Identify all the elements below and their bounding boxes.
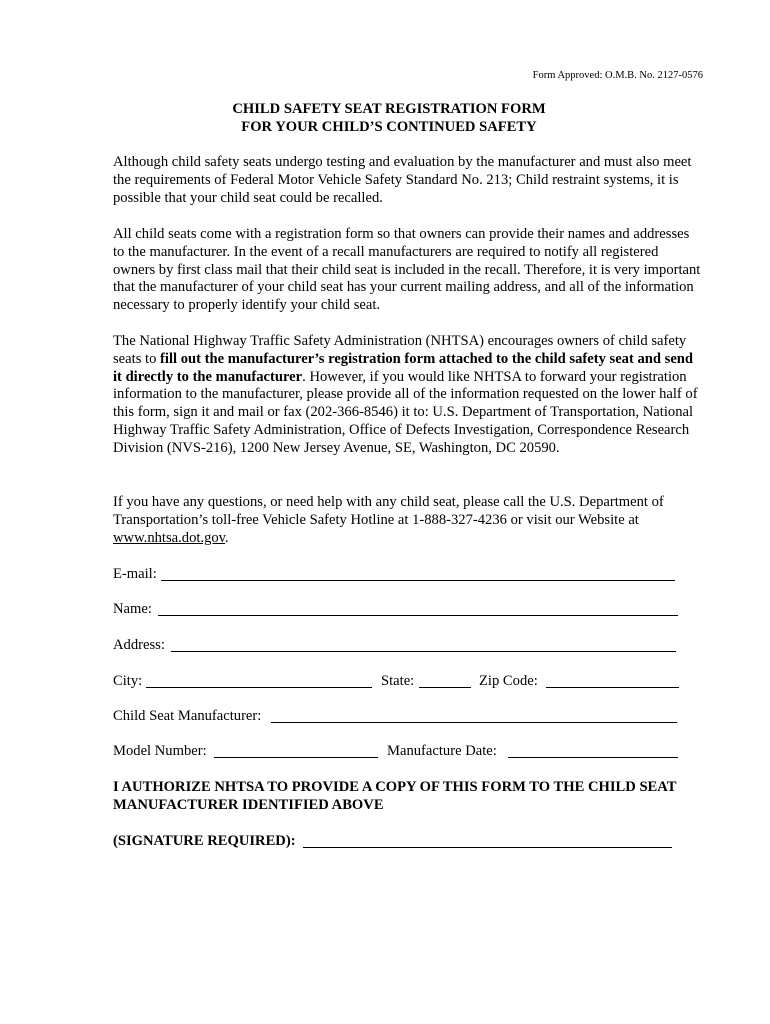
- signature-label: (SIGNATURE REQUIRED):: [113, 833, 296, 849]
- model-number-field[interactable]: [214, 757, 378, 758]
- nhtsa-paragraph-end: . However, if you would like NHTSA to forward your registration information to the manufacturer, please provide all of the information requested on the lower half of this form, sign it and mail or fax (202-366-8546) it to: U.S. Department of Transportation, National Highway Traffic Safety Administration, Office of Defects Investigation, Correspondence Research Division (NVS-216), 1200 New Jersey Avenue, SE, Washington, DC 20590.: [113, 368, 698, 456]
- email-row: [113, 566, 683, 586]
- manufacturer-field[interactable]: [271, 722, 677, 723]
- manufacture-date-label: Manufacture Date:: [387, 743, 497, 759]
- email-label: E-mail:: [113, 566, 157, 582]
- contact-paragraph-end: .: [225, 529, 229, 546]
- omb-approval: Form Approved: O.M.B. No. 2127-0576: [532, 70, 703, 81]
- registration-paragraph: All child seats come with a registration form so that owners can provide their names and addresses to the manufacturer. In the event of a recall manufacturers are required to notify all registered owners by first class mail that their child seat is included in the recall. Therefore, it is very important that the manufacturer of your child seat has your current mailing address, and all of the information necessary to properly identify your child seat.: [113, 226, 701, 314]
- zip-label: Zip Code:: [479, 673, 538, 689]
- form-title: [113, 100, 665, 136]
- city-label: City:: [113, 673, 143, 689]
- city-state-zip-row: [113, 673, 683, 693]
- name-row: [113, 601, 683, 621]
- nhtsa-website-link[interactable]: www.nhtsa.dot.gov: [113, 529, 226, 546]
- name-label: Name:: [113, 601, 152, 617]
- manufacturer-label: Child Seat Manufacturer:: [113, 708, 262, 724]
- manufacturer-row: [113, 708, 683, 728]
- form-title-line1: CHILD SAFETY SEAT REGISTRATION FORM: [232, 101, 546, 117]
- address-label: Address:: [113, 637, 165, 653]
- nhtsa-paragraph-start: The National Highway Traffic Safety Administration (NHTSA) encourages owners of child safety seats to: [113, 333, 687, 367]
- signature-field[interactable]: [303, 847, 672, 848]
- state-label: State:: [381, 673, 415, 689]
- contact-paragraph-start: If you have any questions, or need help with any child seat, please call the U.S. Department of Transportation’s toll-free Vehicle Safety Hotline at 1-888-327-4236 or visit our Website at: [113, 494, 664, 528]
- state-field[interactable]: [419, 687, 471, 688]
- zip-field[interactable]: [546, 687, 679, 688]
- name-field[interactable]: [158, 615, 678, 616]
- intro-paragraph: Although child safety seats undergo testing and evaluation by the manufacturer and must also meet the requirements of Federal Motor Vehicle Safety Standard No. 213; Child restraint systems, it is possible that your child seat could be recalled.: [113, 154, 692, 206]
- contact-paragraph: [113, 494, 703, 547]
- address-field[interactable]: [171, 651, 676, 652]
- city-field[interactable]: [146, 687, 372, 688]
- manufacture-date-field[interactable]: [508, 757, 678, 758]
- nhtsa-paragraph: [113, 333, 703, 458]
- nhtsa-paragraph-bold: fill out the manufacturer’s registration form attached to the child safety seat and send it directly to the manufacturer: [113, 350, 694, 385]
- model-date-row: [113, 743, 683, 763]
- address-row: [113, 637, 683, 657]
- form-title-line2: FOR YOUR CHILD’S CONTINUED SAFETY: [241, 119, 537, 135]
- authorization-statement: I AUTHORIZE NHTSA TO PROVIDE A COPY OF THIS FORM TO THE CHILD SEAT MANUFACTURER IDENTIFIED ABOVE: [113, 779, 677, 813]
- model-number-label: Model Number:: [113, 743, 207, 759]
- email-field[interactable]: [161, 580, 675, 581]
